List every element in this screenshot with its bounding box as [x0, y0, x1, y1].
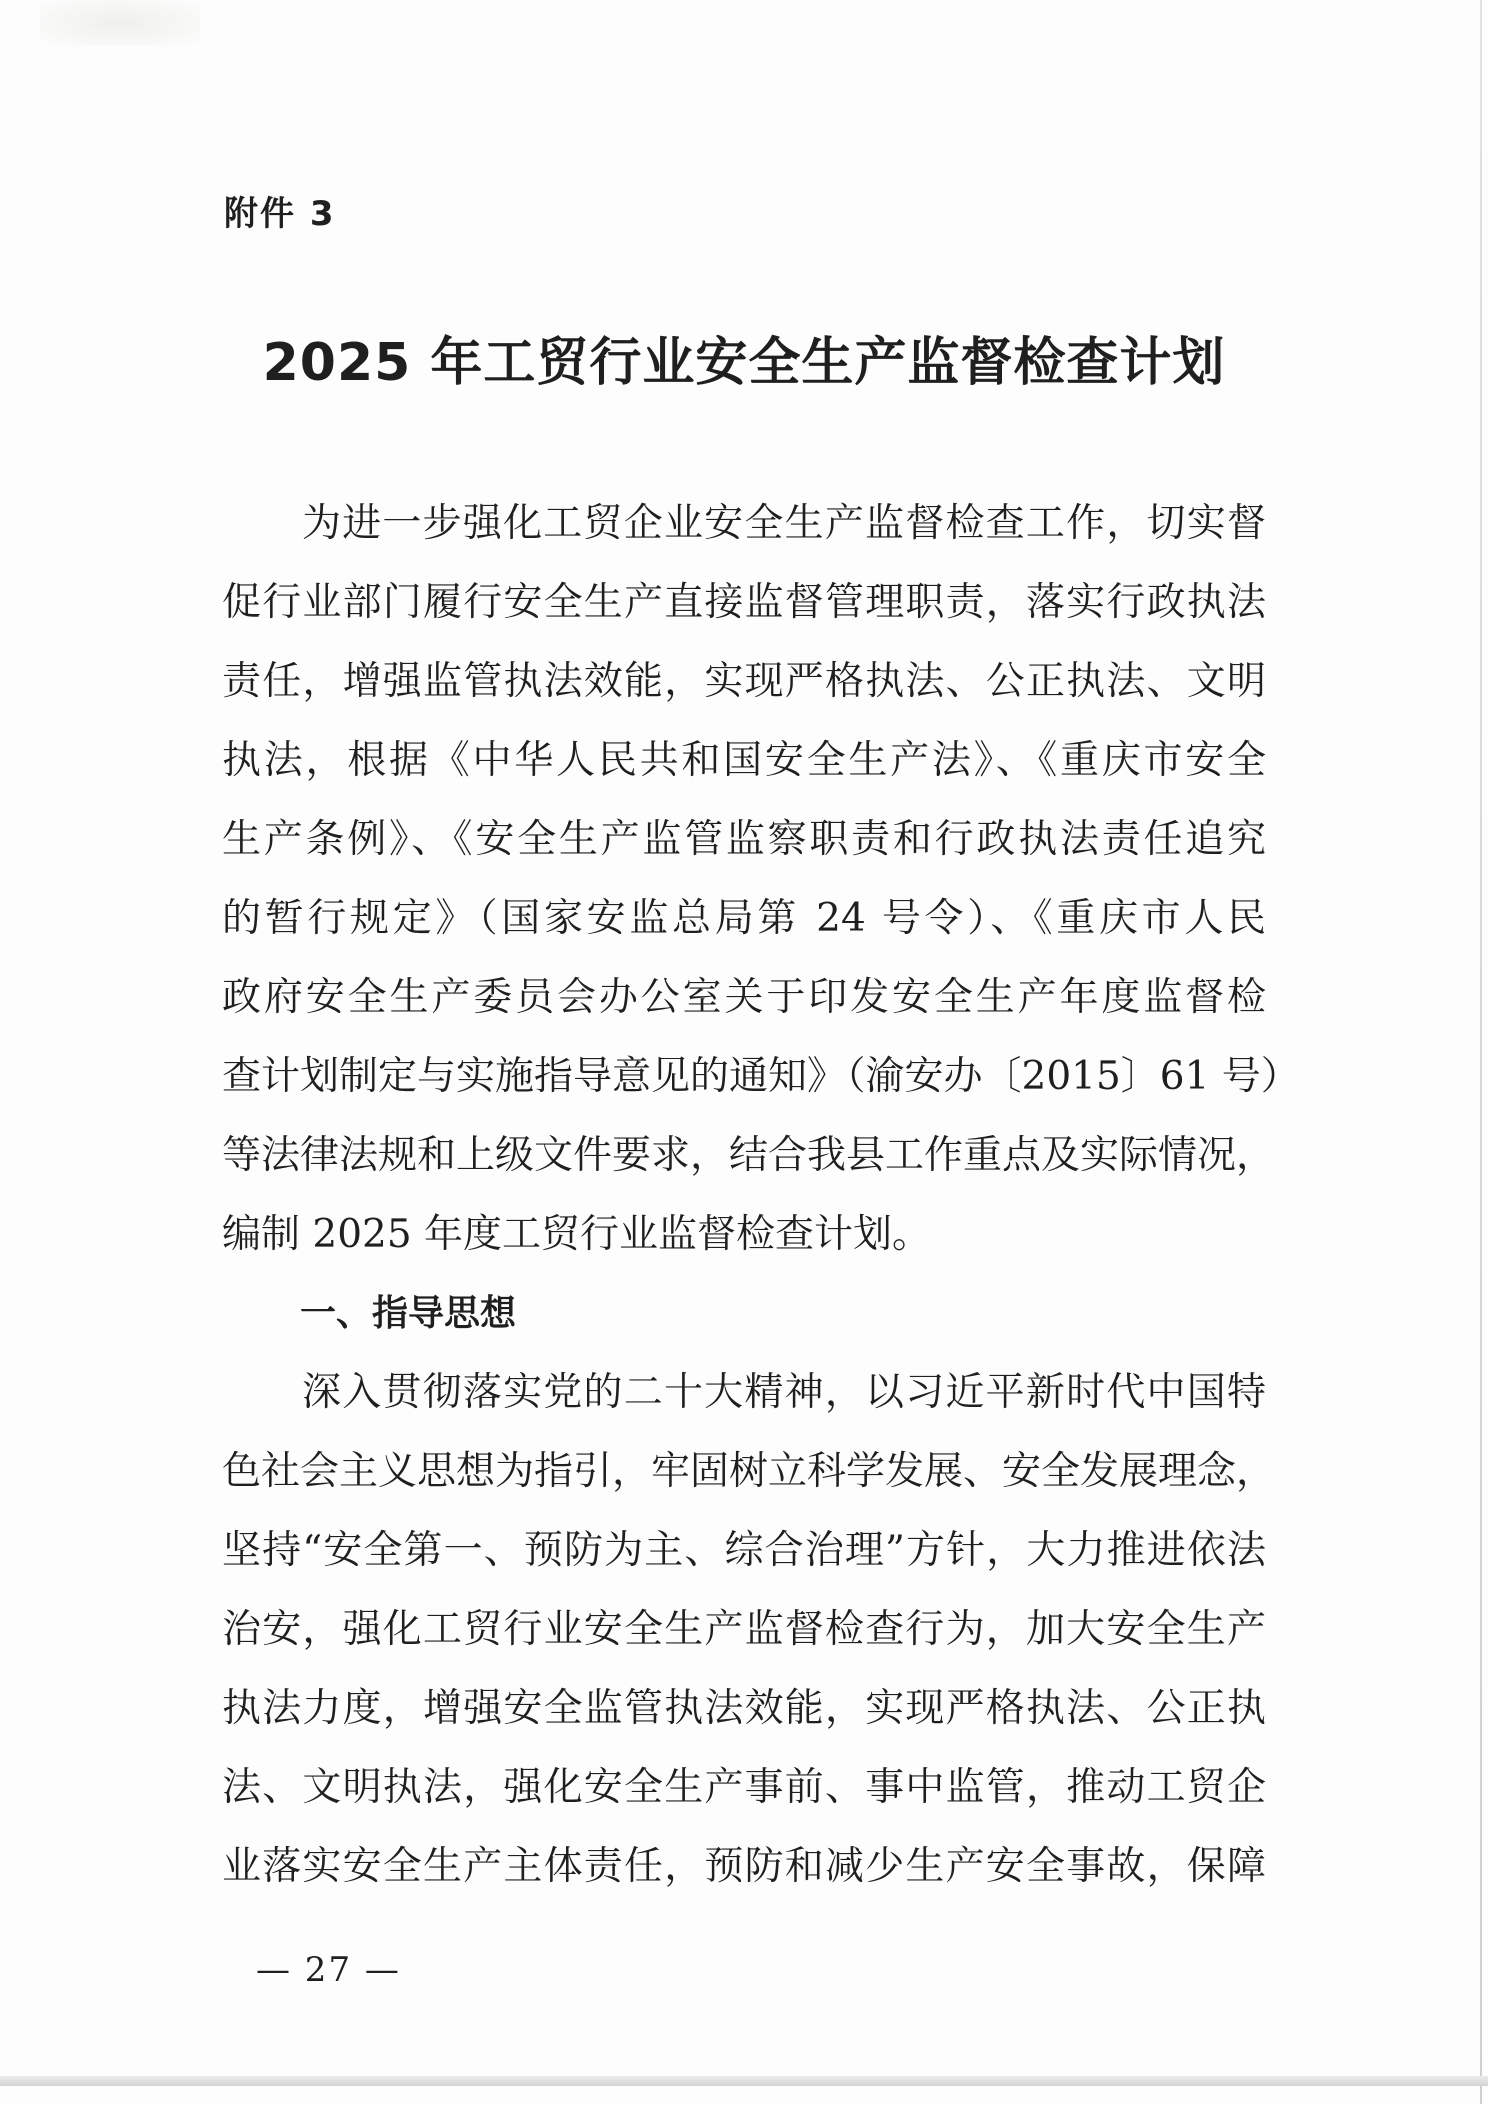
document-title: 2025 年工贸行业安全生产监督检查计划 [262, 333, 1226, 393]
text-line: 法、文明执法，强化安全生产事前、事中监管，推动工贸企 [222, 1765, 1266, 1810]
attachment-label: 附件 3 [224, 194, 336, 234]
text-line: 为进一步强化工贸企业安全生产监督检查工作，切实督 [302, 501, 1266, 546]
scan-smudge [40, 0, 200, 46]
text-line: 执法力度，增强安全监管执法效能，实现严格执法、公正执 [222, 1686, 1266, 1731]
section-heading: 一、指导思想 [300, 1293, 517, 1334]
text-line: 查计划制定与实施指导意见的通知》（渝安办〔2015〕61 号） [222, 1054, 1300, 1099]
document-body [222, 484, 1300, 1906]
page-number: — 27 — [256, 1950, 401, 1990]
text-line: 政府安全生产委员会办公室关于印发安全生产年度监督检 [222, 975, 1266, 1020]
text-line: 生产条例》、《安全生产监管监察职责和行政执法责任追究 [222, 817, 1266, 862]
scan-edge-bottom [0, 2076, 1488, 2086]
text-line: 责任，增强监管执法效能，实现严格执法、公正执法、文明 [222, 659, 1266, 704]
scan-edge-right [1480, 0, 1482, 2104]
text-line: 等法律法规和上级文件要求，结合我县工作重点及实际情况， [222, 1133, 1276, 1178]
text-line: 深入贯彻落实党的二十大精神，以习近平新时代中国特 [302, 1370, 1266, 1415]
text-line: 治安，强化工贸行业安全生产监督检查行为，加大安全生产 [222, 1607, 1266, 1652]
text-line: 业落实安全生产主体责任，预防和减少生产安全事故，保障 [222, 1844, 1266, 1889]
text-line: 色社会主义思想为指引，牢固树立科学发展、安全发展理念， [222, 1449, 1276, 1494]
text-line: 编制 2025 年度工贸行业监督检查计划。 [222, 1212, 932, 1257]
text-line: 坚持“安全第一、预防为主、综合治理”方针，大力推进依法 [222, 1528, 1266, 1573]
text-line: 执法，根据《中华人民共和国安全生产法》、《重庆市安全 [222, 738, 1266, 783]
text-line: 的暂行规定》（国家安监总局第 24 号令）、《重庆市人民 [222, 896, 1266, 941]
text-line: 促行业部门履行安全生产直接监督管理职责，落实行政执法 [222, 580, 1266, 625]
